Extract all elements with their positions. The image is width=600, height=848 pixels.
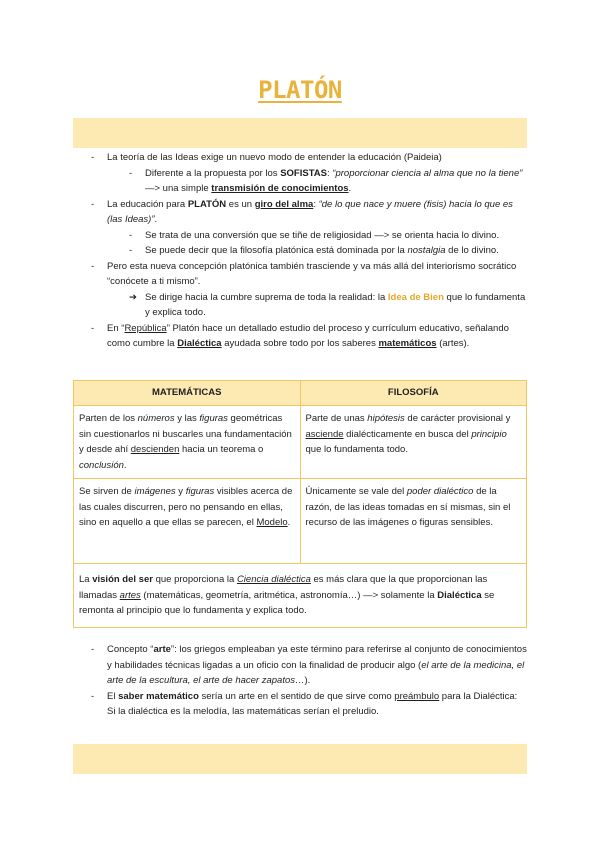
text-run: . [348, 183, 352, 194]
text-run: hipótesis [367, 413, 405, 424]
text-run: ”: los griegos empleaban ya este término para referirse al conjunto de conocimientos y habilidades técnicas ligadas a un oficio con la finalidad de producir algo ( [107, 644, 527, 671]
intro-list [73, 150, 527, 352]
text-run: principio [471, 428, 507, 440]
text-run: Se puede decir que la filosofía platónica está dominada por la [145, 245, 408, 256]
bullet-dash: - [129, 245, 133, 256]
text-run: . [287, 517, 291, 528]
text-run: “proporcionar ciencia al alma que no la tiene” [332, 167, 523, 179]
text-run: Se sirven de [79, 486, 135, 497]
text-run: visión del ser [92, 574, 153, 585]
text-run: ” Platón hace un detallado estudio del proceso y currículum educativo, señalando como cumbre la [107, 322, 509, 349]
text-run: . [123, 459, 127, 471]
highlight-text: Idea de Bien [387, 291, 444, 303]
table-cell [74, 406, 301, 479]
text-run: Dialéctica [437, 589, 482, 601]
text-run: que lo fundamenta todo. [305, 444, 408, 455]
comparison-table [73, 380, 527, 628]
text-run: artes [119, 589, 141, 601]
sub-list-item [73, 166, 527, 197]
text-run: para la Dialéctica: Si la dialéctica es la melodía, las matemáticas serían el preludio. [107, 690, 518, 717]
text-run: visibles acerca de las cuales discurren, pero no pensando en ellas, sino en aquello a que ellas se parecen, el [79, 486, 293, 528]
bullet-text: La teoría de las Ideas exige un nuevo modo de entender la educación (Paideia) [107, 152, 442, 163]
text-run: de carácter provisional y [404, 413, 511, 424]
list-item [73, 150, 527, 166]
arrow-list-item [73, 290, 527, 321]
text-run: descienden [130, 444, 180, 455]
arrow-icon: ➔ [129, 291, 137, 303]
text-run: preámbulo [394, 690, 440, 702]
bullet-dash: - [91, 644, 95, 655]
text-run: de lo divino. [445, 245, 499, 256]
header-filosofia: FILOSOFÍA [300, 381, 527, 406]
text-run: La educación para [107, 198, 188, 210]
text-run: “de lo que nace y muere (fisis) hacia lo que es (las Ideas)” [107, 198, 513, 225]
text-run: SOFISTAS [280, 167, 328, 179]
text-run: geométricas sin cuestionarlos ni buscarles una fundamentación y desde ahí [79, 413, 292, 455]
table-row [74, 406, 527, 479]
table-cell [300, 479, 527, 564]
list-item [73, 642, 527, 689]
text-run: : [327, 167, 333, 179]
text-run: de la razón, de las ideas tomadas en sí mismas, sin el recurso de las imágenes o figuras sensibles. [305, 486, 511, 528]
text-run: Únicamente se vale del [305, 486, 407, 497]
table-row [74, 564, 527, 628]
footer-band [73, 744, 527, 774]
text-run: República [124, 322, 167, 334]
page-title: PLATÓN [258, 76, 342, 104]
text-run: Diferente a la propuesta por los [145, 167, 281, 179]
list-item [73, 197, 527, 228]
text-run: Dialéctica [177, 338, 222, 349]
bullet-dash: - [129, 229, 133, 241]
table-header-row [74, 381, 527, 406]
sub-list-item [73, 228, 527, 244]
text-run: figuras [199, 413, 228, 424]
text-run: asciende [305, 428, 344, 440]
bullet-dash: - [129, 167, 133, 179]
text-run: hacia un teorema o [179, 444, 264, 455]
text-run: que proporciona la [152, 574, 237, 585]
text-run: ayudada sobre todo por los saberes [221, 338, 379, 349]
text-run: Concepto “ [107, 644, 154, 655]
bullet-dash: - [91, 260, 95, 272]
text-run: y las [174, 413, 200, 424]
list-item [73, 259, 527, 290]
text-run: —> una simple [145, 183, 212, 194]
table-cell [74, 479, 301, 564]
text-run: nostalgia [407, 245, 446, 256]
text-run: saber matemático [118, 690, 199, 702]
header-band [73, 118, 527, 148]
text-run: dialécticamente en busca del [343, 428, 472, 440]
text-run: La [79, 574, 93, 585]
text-run: y [175, 486, 186, 497]
text-run: Parte de unas [305, 413, 368, 424]
bullet-dash: - [91, 198, 95, 210]
text-run: En “ [107, 322, 125, 334]
table-cell-merged [74, 564, 527, 628]
text-run: Pero esta nueva concepción platónica también trasciende y va más allá del interiorismo socrático “conócete a ti mismo”. [107, 260, 517, 287]
sub-list-item [73, 243, 527, 259]
text-run: es más clara que la que proporcionan las llamadas [79, 574, 488, 601]
text-run: (artes). [436, 338, 470, 349]
text-run: sería un arte en el sentido de que sirve como [198, 690, 395, 702]
text-run: matemáticos [378, 338, 437, 349]
text-run: PLATÓN [187, 198, 227, 210]
list-item [73, 689, 527, 720]
text-run: que lo fundamenta y explica todo. [145, 291, 526, 318]
bullet-dash: - [91, 322, 95, 334]
text-run: es un [226, 198, 255, 210]
text-run: Se trata de una conversión que se tiñe de religiosidad —> se orienta hacia lo divino. [145, 229, 500, 241]
text-run: Modelo [256, 517, 288, 528]
text-run: Parten de los [79, 413, 138, 424]
text-run: : [313, 198, 319, 210]
text-run: giro del alma [254, 198, 314, 210]
text-run: poder dialéctico [406, 486, 474, 497]
list-item [73, 321, 527, 352]
bullet-dash: - [91, 690, 95, 702]
text-run: (matemáticas, geometría, aritmética, astronomía…) —> solamente la [140, 589, 438, 601]
text-run: conclusión [79, 459, 124, 471]
text-run: transmisión de conocimientos [211, 183, 349, 194]
concept-list [73, 642, 527, 720]
text-run: arte [153, 644, 171, 655]
text-run: el arte de la medicina, el arte de la escultura, el arte de hacer zapatos… [107, 659, 525, 686]
bullet-dash: - [91, 152, 95, 163]
text-run: números [137, 413, 175, 424]
text-run: se remonta al principio que lo fundamenta y explica todo. [79, 589, 495, 616]
text-run: El [107, 690, 119, 702]
text-run: Ciencia dialéctica [236, 574, 311, 585]
table-row [74, 479, 527, 564]
text-run: Se dirige hacia la cumbre suprema de toda la realidad: la [145, 291, 388, 303]
text-run: figuras [185, 486, 215, 497]
table-cell [300, 406, 527, 479]
text-run: imágenes [134, 486, 176, 497]
text-run: . [154, 214, 158, 225]
header-matematicas: MATEMÁTICAS [74, 381, 301, 406]
text-run: ). [304, 675, 311, 686]
